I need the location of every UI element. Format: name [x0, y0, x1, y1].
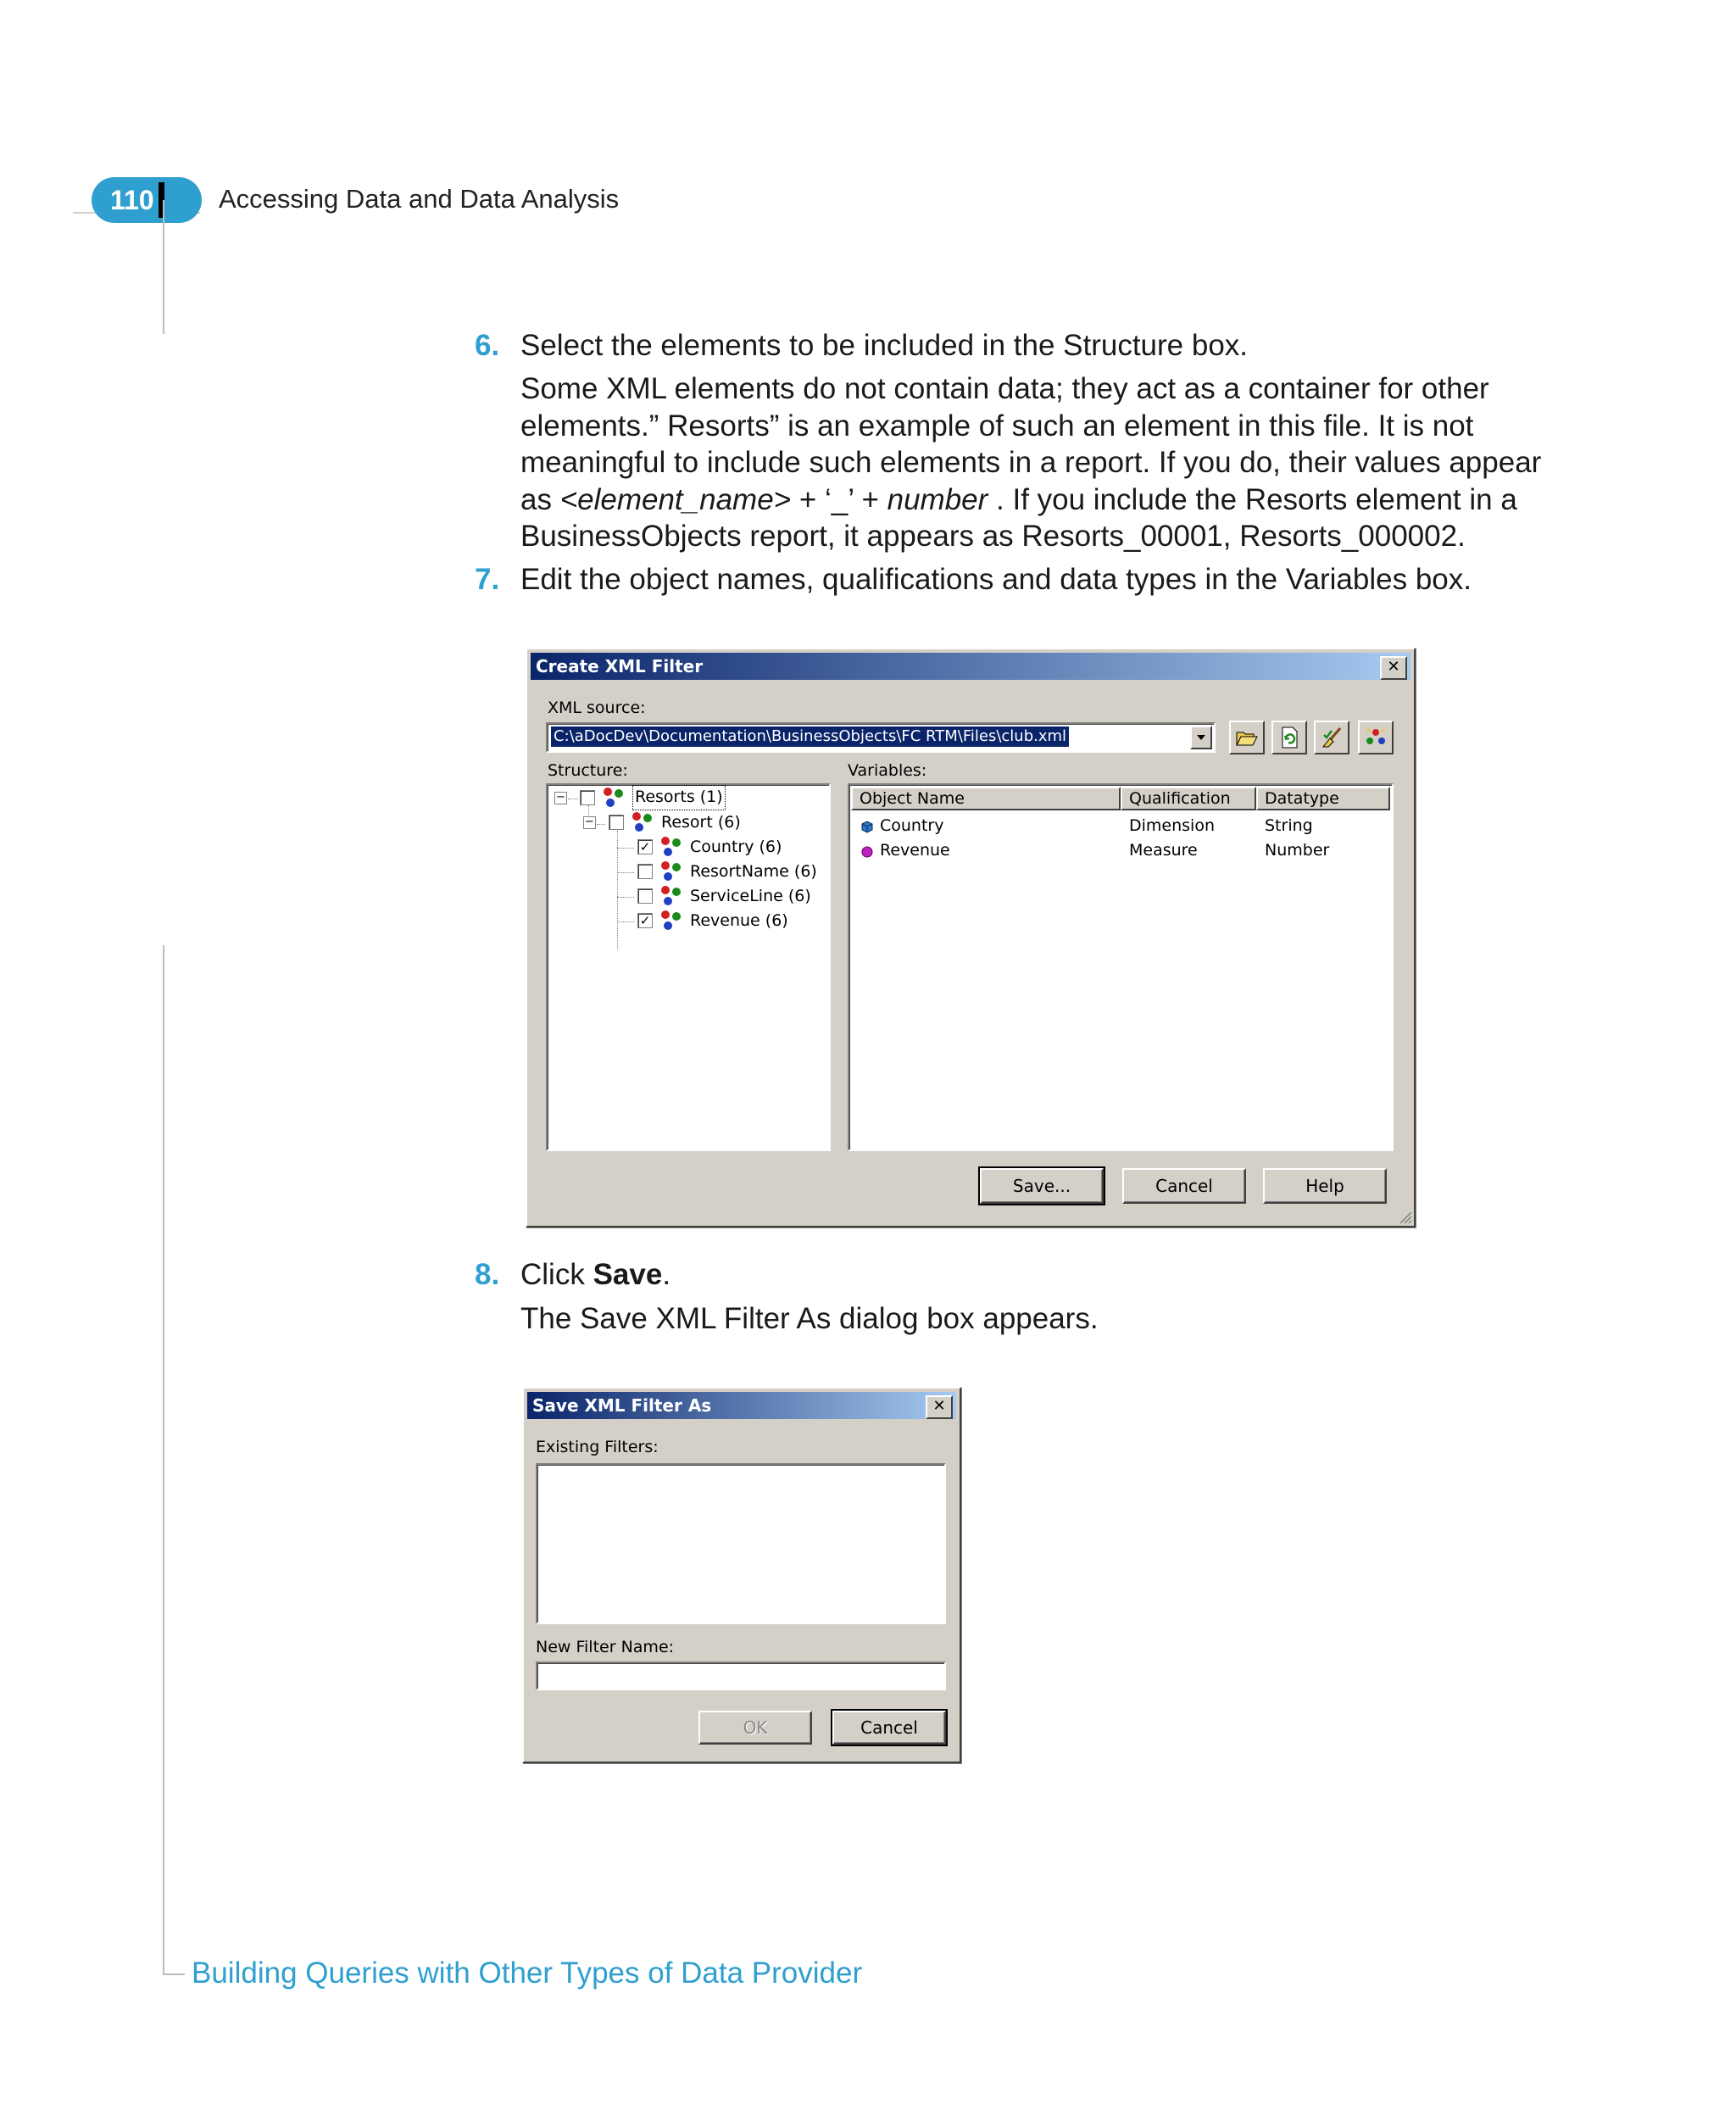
margin-rule-top [163, 200, 164, 334]
footer-chapter-title: Building Queries with Other Types of Data Provider [192, 1956, 863, 1990]
margin-rule-bottom [163, 945, 164, 1975]
new-filter-name-input[interactable] [536, 1661, 946, 1690]
object-name-cell: Revenue [880, 841, 950, 860]
column-header-datatype[interactable]: Datatype [1256, 787, 1390, 810]
tree-connector [617, 897, 634, 898]
dialog-title: Create XML Filter [536, 656, 704, 676]
xml-source-value[interactable]: C:\aDocDev\Documentation\BusinessObjects\FC RTM\Files\club.xml [551, 726, 1069, 747]
tree-checkbox-resorts[interactable] [580, 790, 595, 805]
datatype-cell: String [1265, 816, 1313, 835]
xml-source-combobox[interactable] [546, 722, 1216, 753]
create-xml-filter-dialog [526, 648, 1416, 1227]
open-folder-icon [1236, 728, 1258, 747]
step-text-post: . [662, 1258, 671, 1291]
cancel-button[interactable]: Cancel [832, 1711, 946, 1745]
tree-checkbox-country[interactable]: ✓ [637, 839, 653, 854]
xml-element-icon [659, 860, 683, 882]
tree-checkbox-resort[interactable] [609, 815, 624, 830]
object-name-cell: Country [880, 816, 944, 835]
page-number: 110 [110, 185, 154, 215]
column-header-object-name[interactable]: Object Name [851, 787, 1121, 810]
step-number: 7. [475, 563, 500, 596]
tree-item-label[interactable]: ServiceLine (6) [690, 887, 811, 905]
tree-connector [617, 872, 634, 873]
step-text: Select the elements to be included in the Structure box. [520, 329, 1249, 362]
tree-item-label[interactable]: Revenue (6) [690, 911, 788, 930]
xml-element-icon [659, 910, 683, 932]
collapse-icon[interactable]: − [554, 792, 567, 804]
step-text-bold: Save [593, 1258, 663, 1291]
tree-checkbox-resortname[interactable] [637, 864, 653, 879]
qualification-cell: Measure [1129, 841, 1198, 860]
cancel-button[interactable]: Cancel [1122, 1168, 1246, 1204]
ok-button[interactable]: OK [698, 1711, 812, 1745]
dialog-title: Save XML Filter As [532, 1395, 712, 1416]
para-text: . If you include the Resorts element in a BusinessObjects report, it appears as Resorts_00001, Resorts_000002. [520, 482, 1517, 553]
dialog-titlebar[interactable] [527, 1392, 956, 1419]
tree-connector [617, 921, 634, 922]
existing-filters-list[interactable] [536, 1463, 946, 1624]
open-folder-button[interactable] [1229, 721, 1265, 754]
close-button[interactable]: ✕ [1380, 656, 1407, 680]
tree-item-label[interactable]: Country (6) [690, 838, 782, 856]
refresh-icon [1280, 726, 1299, 749]
save-button[interactable]: Save... [980, 1168, 1104, 1204]
dialog-titlebar[interactable] [531, 653, 1410, 680]
tree-item-label[interactable]: Resorts (1) [632, 785, 726, 810]
filter-options-icon [1364, 726, 1388, 749]
xml-element-icon [659, 836, 683, 858]
resize-grip-icon[interactable] [1397, 1209, 1412, 1224]
new-filter-name-label: New Filter Name: [536, 1638, 675, 1656]
column-header-qualification[interactable]: Qualification [1121, 787, 1256, 810]
options-button[interactable] [1358, 721, 1394, 754]
step-6-explanation [520, 370, 1563, 555]
xml-element-icon [631, 811, 654, 833]
broom-icon [1320, 726, 1344, 749]
help-button[interactable]: Help [1263, 1168, 1387, 1204]
tree-item-label[interactable]: Resort (6) [661, 813, 741, 832]
existing-filters-label: Existing Filters: [536, 1438, 659, 1456]
variables-list[interactable] [848, 783, 1394, 1151]
variables-label: Variables: [848, 761, 927, 780]
step-8-explanation: The Save XML Filter As dialog box appears. [520, 1302, 1099, 1335]
step-text [520, 1256, 1622, 1294]
tree-checkbox-revenue[interactable]: ✓ [637, 913, 653, 928]
para-text: + ‘_’ + [791, 482, 887, 516]
clear-button[interactable] [1314, 721, 1349, 754]
running-head: Accessing Data and Data Analysis [219, 184, 620, 214]
step-text-pre: Click [520, 1258, 593, 1291]
tree-connector [597, 824, 605, 825]
step-number: 6. [475, 329, 500, 362]
tree-connector [617, 831, 618, 949]
step-text: Edit the object names, qualifications and data types in the Variables box. [520, 563, 1472, 596]
para-text: Some XML elements do not contain data; they act as a container for other elements.” Resorts” is an example of such an element in this file. It is not meaningful to include such elements in a report. If you do, their values appear as [520, 372, 1542, 516]
para-italic-element-name: <element_name> [559, 482, 792, 516]
collapse-icon[interactable]: − [583, 816, 596, 829]
save-xml-filter-as-dialog [522, 1387, 961, 1763]
tree-checkbox-serviceline[interactable] [637, 888, 653, 904]
tree-item-label[interactable]: ResortName (6) [690, 862, 817, 881]
structure-label: Structure: [548, 761, 628, 780]
close-button[interactable]: ✕ [926, 1395, 953, 1419]
refresh-button[interactable] [1271, 721, 1307, 754]
dimension-icon [860, 819, 875, 834]
margin-rule-foot [163, 1973, 185, 1975]
measure-icon [860, 844, 875, 860]
datatype-cell: Number [1265, 841, 1330, 860]
step-number: 8. [475, 1258, 500, 1291]
page-number-badge [92, 177, 202, 223]
xml-element-icon [659, 885, 683, 907]
structure-tree[interactable] [546, 783, 831, 1151]
xml-element-icon [602, 787, 626, 809]
tree-connector [617, 848, 634, 849]
xml-source-label: XML source: [548, 699, 646, 717]
dropdown-arrow-icon[interactable] [1190, 726, 1212, 749]
qualification-cell: Dimension [1129, 816, 1215, 835]
para-italic-number: number [887, 482, 988, 516]
